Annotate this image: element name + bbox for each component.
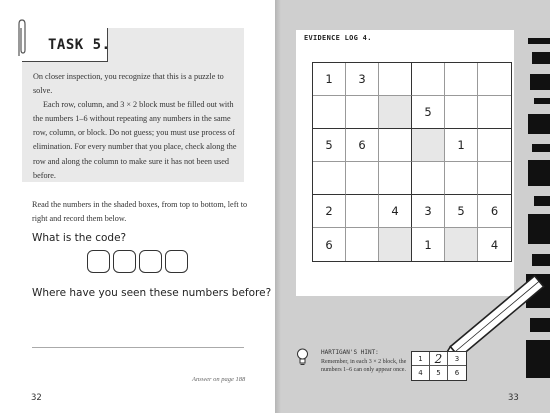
hint-grid-cell: 1 [412, 352, 430, 366]
sudoku-cell[interactable]: 3 [346, 63, 379, 96]
sudoku-cell[interactable]: 4 [379, 195, 412, 228]
instructions: Read the numbers in the shaded boxes, from top to bottom, left to right and record them below. [32, 200, 248, 223]
hint-title: HARTIGAN'S HINT: [321, 349, 379, 356]
code-input-box[interactable] [165, 250, 188, 273]
sudoku-cell[interactable]: 1 [412, 228, 445, 261]
hint-grid [411, 351, 467, 381]
sudoku-cell[interactable] [412, 129, 445, 162]
sudoku-cell[interactable]: 2 [313, 195, 346, 228]
sudoku-cell[interactable]: 6 [313, 228, 346, 261]
answer-line[interactable] [32, 347, 244, 348]
sudoku-cell[interactable] [346, 228, 379, 261]
sudoku-cell[interactable] [445, 162, 478, 195]
task-paragraph-2: Each row, column, and 3 × 2 block must be filled out with the numbers 1–6 without repeating any numbers in the same row, column, or block. Do not guess; you must use process of elimination. For every number that you place, check along the row and along the column to make sure it has not been used before. [33, 100, 237, 180]
sudoku-cell[interactable] [445, 228, 478, 261]
sudoku-cell[interactable] [478, 96, 511, 129]
sudoku-cell[interactable] [478, 63, 511, 96]
task-body [33, 70, 237, 183]
sudoku-cell[interactable] [379, 96, 412, 129]
hint-text: Remember, in each 3 × 2 block, the numbers 1–6 can only appear once. [321, 359, 407, 373]
sudoku-cell[interactable] [445, 63, 478, 96]
hint-grid-cell: 5 [430, 366, 448, 380]
paperclip-icon [16, 18, 27, 58]
sudoku-cell[interactable] [478, 129, 511, 162]
sudoku-cell[interactable] [379, 162, 412, 195]
sudoku-cell[interactable] [346, 195, 379, 228]
sudoku-cell[interactable] [313, 96, 346, 129]
sudoku-cell[interactable] [412, 63, 445, 96]
sudoku-cell[interactable] [379, 129, 412, 162]
hint-grid-cell: 4 [412, 366, 430, 380]
code-input-box[interactable] [87, 250, 110, 273]
sudoku-cell[interactable]: 5 [412, 96, 445, 129]
page-number-left: 32 [31, 393, 42, 403]
hint-grid-cell: 6 [454, 369, 460, 377]
task-title: TASK 5. [48, 37, 111, 53]
answer-reference: Answer on page 188 [192, 376, 246, 383]
hint-grid-cell: 3 [448, 352, 466, 366]
sudoku-cell[interactable] [346, 162, 379, 195]
sudoku-cell[interactable]: 6 [346, 129, 379, 162]
sudoku-cell[interactable] [379, 63, 412, 96]
sudoku-cell[interactable] [445, 96, 478, 129]
sudoku-cell[interactable]: 5 [313, 129, 346, 162]
sudoku-cell[interactable]: 1 [313, 63, 346, 96]
sudoku-cell[interactable]: 4 [490, 237, 499, 252]
sudoku-grid [312, 62, 512, 262]
code-input-box[interactable] [113, 250, 136, 273]
sudoku-cell[interactable]: 5 [445, 195, 478, 228]
hint-grid-cell: 2 [430, 352, 448, 366]
code-input-box[interactable] [139, 250, 162, 273]
code-boxes [87, 250, 188, 273]
evidence-label: EVIDENCE LOG 4. [304, 34, 372, 42]
lightbulb-icon [296, 348, 309, 366]
sudoku-cell[interactable]: 1 [445, 129, 478, 162]
sudoku-cell[interactable] [313, 162, 346, 195]
task-paragraph-1: On closer inspection, you recognize that this is a puzzle to solve. [33, 72, 224, 96]
question-code: What is the code? [32, 232, 127, 244]
page-number-right: 33 [508, 393, 519, 403]
question-where-seen: Where have you seen these numbers before? [32, 287, 272, 299]
sudoku-cell[interactable] [379, 228, 412, 261]
sudoku-cell[interactable]: 6 [478, 195, 511, 228]
sudoku-cell[interactable] [478, 162, 511, 195]
sudoku-cell[interactable] [412, 162, 445, 195]
sudoku-cell[interactable] [346, 96, 379, 129]
sudoku-cell[interactable]: 3 [412, 195, 445, 228]
book-spine-shadow [275, 0, 281, 413]
